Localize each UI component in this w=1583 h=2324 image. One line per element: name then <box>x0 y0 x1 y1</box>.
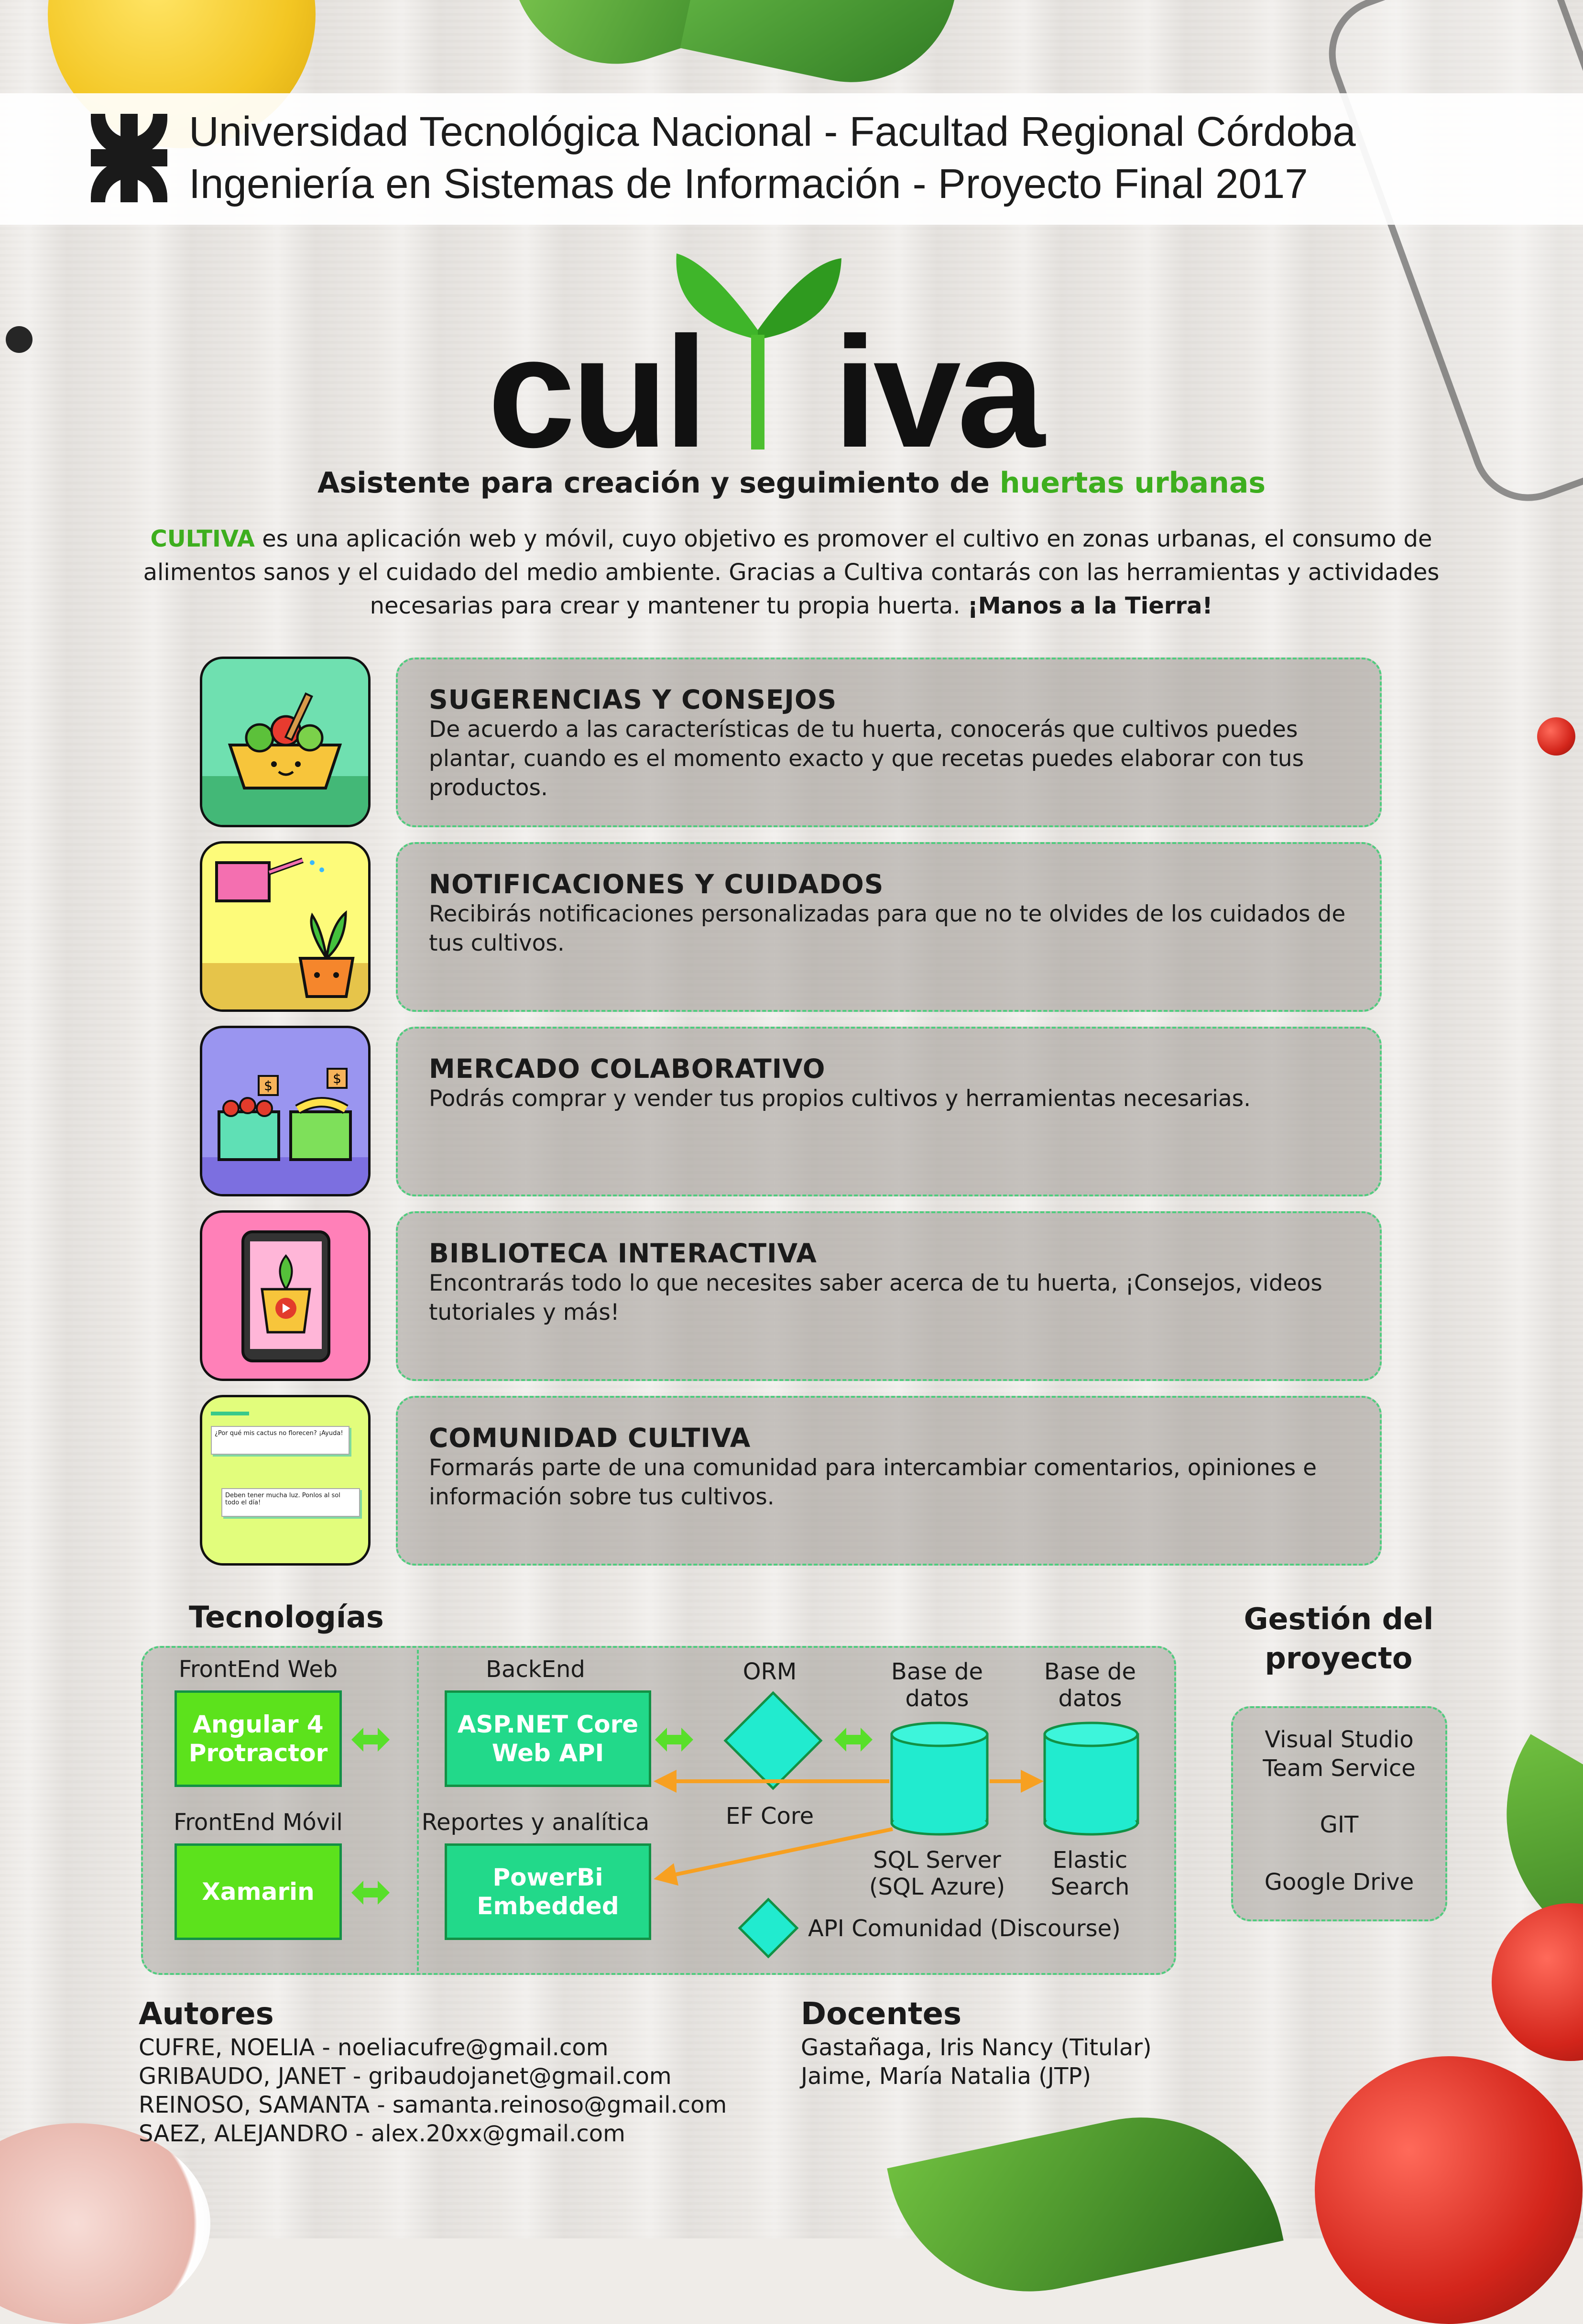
db2-label: Base de datos <box>1044 1658 1136 1712</box>
feature-card <box>396 1396 1382 1566</box>
feature-title: BIBLIOTECA INTERACTIVA <box>429 1238 817 1269</box>
intro-brand: CULTIVA <box>150 526 255 552</box>
gestion-item: Google Drive <box>1264 1869 1414 1896</box>
feature-card <box>396 1211 1382 1381</box>
tomato-decoration <box>1315 2056 1583 2324</box>
logo-text-left: cul <box>488 304 704 480</box>
autor-item: GRIBAUDO, JANET - gribaudojanet@gmail.com <box>139 2063 672 2090</box>
api-diamond-icon <box>740 1899 797 1957</box>
db2-name: Elastic Search <box>1050 1847 1130 1900</box>
feature-card <box>396 658 1382 827</box>
backend-label: BackEnd <box>486 1656 585 1683</box>
feature-icon-tile <box>200 657 371 827</box>
intro-closing: ¡Manos a la Tierra! <box>967 592 1213 619</box>
docentes-title: Docentes <box>801 1996 962 2032</box>
tablet-video-icon <box>202 1213 368 1379</box>
price-tag-label: $ <box>264 1078 273 1094</box>
berry-decoration <box>1537 717 1575 756</box>
autor-item: CUFRE, NOELIA - noeliacufre@gmail.com <box>139 2034 609 2061</box>
ef-core-label: EF Core <box>725 1803 814 1830</box>
reports-box: PowerBi Embedded <box>445 1843 651 1940</box>
autor-item: SAEZ, ALEJANDRO - alex.20xx@gmail.com <box>139 2120 625 2147</box>
watering-can-icon <box>202 844 368 1009</box>
feature-title: MERCADO COLABORATIVO <box>429 1053 826 1084</box>
sql-server-database-icon <box>892 1723 987 1834</box>
chat-comments-icon <box>211 1412 249 1415</box>
tech-diagram <box>141 1646 1176 1975</box>
feature-title: SUGERENCIAS Y CONSEJOS <box>429 684 837 715</box>
autores-title: Autores <box>139 1996 274 2032</box>
orm-label: ORM <box>742 1658 797 1685</box>
feature-icon-tile <box>200 1210 371 1381</box>
gestion-item: GIT <box>1320 1811 1359 1838</box>
docente-item: Jaime, María Natalia (JTP) <box>801 2063 1092 2090</box>
feature-icon-tile <box>200 1026 371 1196</box>
feature-text: Recibirás notificaciones personalizadas para que no te olvides de los cuidados de tus cultivos. <box>429 901 1346 956</box>
docente-item: Gastañaga, Iris Nancy (Titular) <box>801 2034 1152 2061</box>
api-comunidad-label: API Comunidad (Discourse) <box>808 1915 1121 1942</box>
intro-paragraph <box>105 522 1477 623</box>
db1-name: SQL Server (SQL Azure) <box>869 1847 1005 1900</box>
backend-box: ASP.NET Core Web API <box>445 1690 651 1787</box>
db1-label: Base de datos <box>891 1658 983 1712</box>
chat-bubble: Deben tener mucha luz. Ponlos al sol todo el día! <box>221 1488 360 1517</box>
frontend-web-label: FrontEnd Web <box>178 1656 338 1683</box>
tagline: Asistente para creación y seguimiento de huertas urbanas <box>317 466 1266 500</box>
salad-bowl-icon <box>202 659 368 825</box>
frontend-web-box: Angular 4 Protractor <box>175 1690 342 1787</box>
gestion-title: Gestión del proyecto <box>1244 1601 1434 1676</box>
chat-bubble: ¿Por qué mis cactus no florecen? ¡Ayuda! <box>211 1426 349 1455</box>
feature-text: Encontrarás todo lo que necesites saber acerca de tu huerta, ¡Consejos, videos tutoriales y más! <box>429 1270 1322 1326</box>
feature-text: De acuerdo a las características de tu huerta, conocerás que cultivos puedes plantar, cuando es el momento exacto y que recetas puedes elaborar con tus productos. <box>429 716 1304 801</box>
feature-title: NOTIFICACIONES Y CUIDADOS <box>429 869 884 899</box>
market-baskets-icon <box>202 1028 368 1194</box>
feature-icon-tile <box>200 1395 371 1566</box>
reports-label: Reportes y analítica <box>421 1809 650 1836</box>
header-line-1: Universidad Tecnológica Nacional - Facultad Regional Córdoba <box>189 109 1356 155</box>
tech-title: Tecnologías <box>189 1600 384 1634</box>
elastic-search-database-icon <box>1045 1723 1138 1834</box>
logo-text-right: iva <box>833 304 1041 480</box>
frontend-mobile-box: Xamarin <box>175 1843 342 1940</box>
feature-card <box>396 1027 1382 1196</box>
feature-text: Podrás comprar y vender tus propios cultivos y herramientas necesarias. <box>429 1085 1251 1112</box>
feature-icon-tile <box>200 841 371 1012</box>
peppercorn-decoration <box>6 326 33 353</box>
header-line-2: Ingeniería en Sistemas de Información - Proyecto Final 2017 <box>189 161 1308 207</box>
orm-diamond-icon <box>725 1693 821 1788</box>
feature-text: Formarás parte de una comunidad para intercambiar comentarios, opiniones e información sobre tus cultivos. <box>429 1455 1317 1510</box>
intro-text: es una aplicación web y móvil, cuyo objetivo es promover el cultivo en zonas urbanas, el consumo de alimentos sanos y el cuidado del medio ambiente. Gracias a Cultiva contarás con las herramientas y actividades necesarias para crear y mantener tu propia huerta. <box>143 526 1440 619</box>
sprout-icon <box>667 244 849 449</box>
autor-item: REINOSO, SAMANTA - samanta.reinoso@gmail.com <box>139 2092 727 2118</box>
feature-card <box>396 842 1382 1012</box>
gestion-item: Visual Studio Team Service <box>1263 1726 1416 1782</box>
feature-title: COMUNIDAD CULTIVA <box>429 1423 751 1453</box>
utn-logo-icon <box>91 114 167 202</box>
price-tag-label: $ <box>333 1071 341 1086</box>
frontend-mobile-label: FrontEnd Móvil <box>174 1809 343 1836</box>
